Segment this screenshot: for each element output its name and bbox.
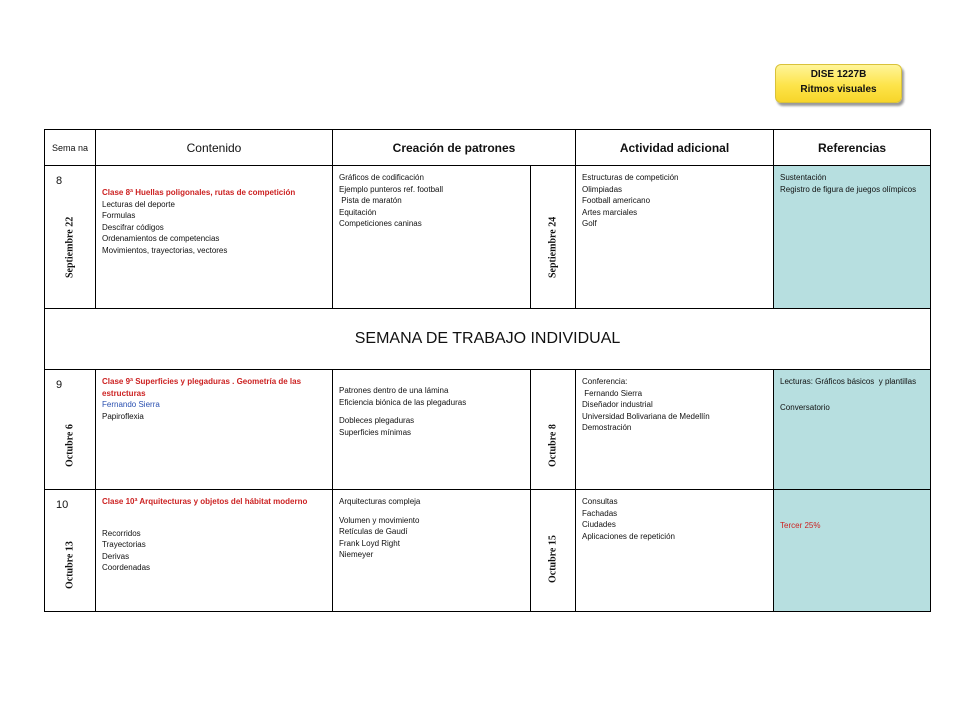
table-row [45, 370, 931, 490]
course-title: Ritmos visuales [800, 84, 877, 95]
list-item: Papiroflexia [102, 411, 144, 421]
course-code: DISE 1227B [810, 69, 867, 80]
session-date: Octubre 8 [547, 424, 559, 467]
referencias-cell [774, 166, 931, 309]
list-item: Fachadas [582, 508, 618, 518]
list-item: Sustentación [780, 173, 827, 182]
list-item: Arquitecturas compleja [339, 497, 421, 506]
header-creacion: Creación de patrones [333, 130, 576, 166]
class-title: Clase 8ª Huellas poligonales, rutas de competición [102, 188, 296, 197]
list-item: Coordenadas [102, 563, 151, 572]
list-item: Estructuras de competición [582, 173, 679, 182]
session-date: Septiembre 24 [547, 216, 559, 278]
list-item: Golf [582, 219, 597, 228]
list-item: Ejemplo punteros ref. football [339, 184, 444, 194]
actividad-cell [576, 166, 774, 309]
list-item: Superficies mínimas [339, 427, 412, 437]
creacion-cell [333, 370, 531, 490]
list-item: Lecturas del deporte [102, 199, 175, 209]
list-item: Niemeyer [339, 550, 374, 559]
week-cell [45, 166, 96, 309]
list-item: Pista de maratón [339, 196, 402, 205]
header-referencias: Referencias [774, 130, 931, 166]
week-cell [45, 370, 96, 490]
banner-row [45, 309, 931, 370]
list-item: Aplicaciones de repetición [582, 531, 675, 541]
schedule-table [44, 129, 931, 612]
list-item: Patrones dentro de una lámina [339, 386, 449, 395]
contenido-cell [96, 166, 333, 309]
class-title: Clase 10ª Arquitecturas y objetos del hábitat moderno [102, 497, 308, 506]
list-item: Tercer 25% [780, 521, 821, 530]
list-item: Conversatorio [780, 402, 830, 412]
list-item: Recorridos [102, 528, 141, 538]
list-item: Consultas [582, 497, 618, 506]
list-item: Lecturas: Gráficos básicos y plantillas [780, 377, 917, 386]
list-item: Registro de figura de juegos olímpicos [780, 184, 917, 194]
week-date: Octubre 6 [64, 424, 76, 467]
table-row [45, 166, 931, 309]
list-item: Gráficos de codificación [339, 173, 424, 182]
week-date: Septiembre 22 [64, 216, 76, 278]
list-item: Volumen y movimiento [339, 515, 420, 525]
list-item: Formulas [102, 211, 136, 220]
date-cell [531, 166, 576, 309]
actividad-cell [576, 370, 774, 490]
week-number: 10 [56, 499, 69, 511]
list-item: Conferencia: [582, 377, 628, 386]
list-item: Ciudades [582, 520, 616, 529]
list-item: Trayectorias [102, 540, 146, 549]
list-item: Artes marciales [582, 207, 638, 217]
list-item: Football americano [582, 196, 651, 205]
list-item: Eficiencia biónica de las plegaduras [339, 397, 467, 407]
contenido-cell [96, 370, 333, 490]
session-date: Octubre 15 [547, 535, 559, 583]
list-item: Dobleces plegaduras [339, 416, 415, 425]
list-item: Derivas [102, 551, 130, 561]
author-name: Fernando Sierra [102, 400, 160, 409]
referencias-cell [774, 370, 931, 490]
list-item: Diseñador industrial [582, 400, 653, 409]
header-semana: Sema na [45, 130, 96, 166]
contenido-cell [96, 490, 333, 612]
week-cell [45, 490, 96, 612]
week-number: 8 [56, 175, 63, 187]
list-item: Fernando Sierra [582, 388, 643, 398]
class-title: Clase 9ª Superficies y plegaduras . Geometría de las estructuras [102, 377, 302, 398]
list-item: Descifrar códigos [102, 222, 164, 232]
list-item: Competiciones caninas [339, 219, 422, 228]
referencias-cell [774, 490, 931, 612]
date-cell [531, 370, 576, 490]
creacion-cell [333, 490, 531, 612]
header-contenido: Contenido [96, 130, 333, 166]
list-item: Olimpiadas [582, 184, 623, 194]
list-item: Equitación [339, 207, 377, 217]
list-item: Movimientos, trayectorias, vectores [102, 245, 228, 255]
list-item: Retículas de Gaudí [339, 527, 408, 536]
header-actividad: Actividad adicional [576, 130, 774, 166]
header-row [45, 130, 931, 166]
list-item: Demostración [582, 423, 632, 432]
individual-work-banner: SEMANA DE TRABAJO INDIVIDUAL [45, 309, 931, 370]
list-item: Ordenamientos de competencias [102, 234, 220, 243]
week-number: 9 [56, 379, 63, 391]
table-row [45, 490, 931, 612]
course-badge [775, 64, 902, 103]
actividad-cell [576, 490, 774, 612]
list-item: Universidad Bolivariana de Medellín [582, 411, 710, 421]
week-date: Octubre 13 [64, 541, 76, 589]
date-cell [531, 490, 576, 612]
list-item: Frank Loyd Right [339, 538, 400, 548]
creacion-cell [333, 166, 531, 309]
